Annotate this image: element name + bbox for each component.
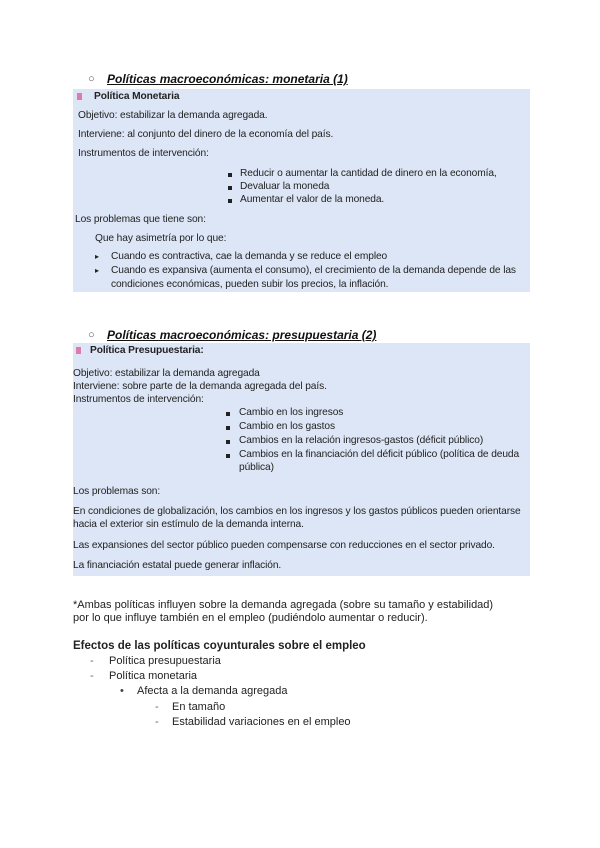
asymmetry-text: Que hay asimetría por lo que:: [95, 233, 227, 244]
objective-text: Objetivo: estabilizar la demanda agregada.: [78, 110, 268, 121]
dash-bullet: -: [90, 655, 94, 667]
bookmark-icon: [76, 347, 81, 354]
problem-item: Cuando es expansiva (aumenta el consumo), el crecimiento de la demanda depende de las: [111, 265, 516, 276]
section-heading-presupuestaria: Políticas macroeconómicas: presupuestaria (2): [107, 328, 377, 342]
list-circle-bullet: ○: [88, 329, 95, 341]
dot-bullet: •: [120, 685, 124, 697]
problem-text: En condiciones de globalización, los cambios en los ingresos y los gastos públicos pueden orientarse: [73, 506, 521, 517]
instrument-item: Aumentar el valor de la moneda.: [240, 194, 385, 205]
problem-text-continued: hacia el exterior sin estímulo de la demanda interna.: [73, 519, 304, 530]
effects-sub-sub-item: En tamaño: [172, 701, 226, 713]
effects-sub-sub-item: Estabilidad variaciones en el empleo: [172, 716, 351, 728]
budget-policy-box: [73, 343, 530, 576]
effects-item: Política presupuestaria: [109, 655, 221, 667]
intervenes-text: Interviene: al conjunto del dinero de la economía del país.: [78, 129, 334, 140]
instrument-item-continued: pública): [239, 462, 274, 473]
arrow-bullet: ▸: [95, 252, 100, 261]
monetary-policy-box: [73, 89, 530, 292]
problems-label: Los problemas que tiene son:: [75, 214, 206, 225]
box-title: Política Monetaria: [94, 91, 180, 102]
square-bullet: [228, 186, 232, 190]
dash-bullet: -: [155, 701, 159, 713]
square-bullet: [228, 173, 232, 177]
dash-bullet: -: [90, 670, 94, 682]
instrument-item: Cambio en los gastos: [239, 421, 335, 432]
box-title: Política Presupuestaria:: [90, 345, 204, 356]
objective-text: Objetivo: estabilizar la demanda agregada: [73, 368, 260, 379]
section-heading-monetaria: Políticas macroeconómicas: monetaria (1): [107, 72, 348, 86]
problem-text: Las expansiones del sector público pueden compensarse con reducciones en el sector privado.: [73, 540, 495, 551]
problems-label: Los problemas son:: [73, 486, 161, 497]
problem-item: Cuando es contractiva, cae la demanda y se reduce el empleo: [111, 251, 388, 262]
instruments-label: Instrumentos de intervención:: [78, 148, 209, 159]
dash-bullet: -: [155, 716, 159, 728]
instrument-item: Cambio en los ingresos: [239, 407, 344, 418]
bookmark-icon: [77, 93, 82, 100]
instrument-item: Reducir o aumentar la cantidad de dinero en la economía,: [240, 168, 497, 179]
square-bullet: [228, 199, 232, 203]
note-line: *Ambas políticas influyen sobre la demanda agregada (sobre su tamaño y estabilidad): [73, 599, 494, 611]
effects-title: Efectos de las políticas coyunturales sobre el empleo: [73, 640, 366, 652]
effects-sub-item: Afecta a la demanda agregada: [137, 685, 288, 697]
intervenes-text: Interviene: sobre parte de la demanda agregada del país.: [73, 381, 327, 392]
instrument-item: Devaluar la moneda: [240, 181, 330, 192]
instruments-label: Instrumentos de intervención:: [73, 394, 204, 405]
effects-item: Política monetaria: [109, 670, 198, 682]
square-bullet: [226, 440, 230, 444]
note-line: por lo que influye también en el empleo (pudiéndolo aumentar o reducir).: [73, 612, 428, 624]
arrow-bullet: ▸: [95, 266, 100, 275]
instrument-item: Cambios en la relación ingresos-gastos (déficit público): [239, 435, 484, 446]
problem-item-continued: condiciones económicas, pueden subir los precios, la inflación.: [111, 279, 389, 290]
instrument-item: Cambios en la financiación del déficit público (política de deuda: [239, 449, 520, 460]
square-bullet: [226, 412, 230, 416]
square-bullet: [226, 454, 230, 458]
square-bullet: [226, 426, 230, 430]
problem-text: La financiación estatal puede generar inflación.: [73, 560, 282, 571]
list-circle-bullet: ○: [88, 73, 95, 85]
